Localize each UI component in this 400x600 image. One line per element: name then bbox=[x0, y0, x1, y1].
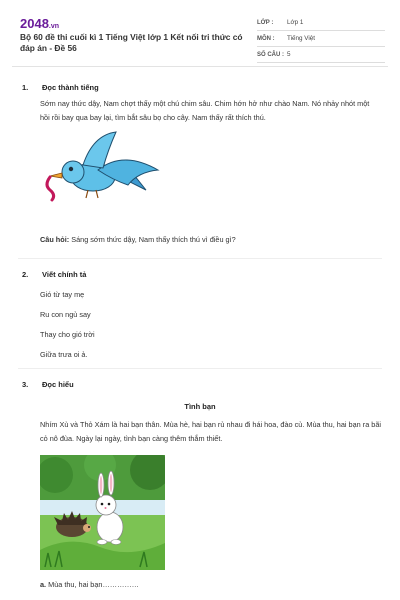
meta-row-class bbox=[257, 15, 385, 31]
section-1-question bbox=[40, 233, 380, 247]
meta-row-subject bbox=[257, 31, 385, 47]
section-separator bbox=[18, 368, 382, 369]
header bbox=[12, 14, 388, 74]
logo-main: 2048 bbox=[20, 16, 49, 31]
question-text: Sáng sớm thức dậy, Nam thấy thích thú vì điều gì? bbox=[71, 235, 236, 244]
section-title-text: Đọc thành tiếng bbox=[42, 83, 99, 92]
section-separator bbox=[18, 258, 382, 259]
bird-illustration bbox=[38, 130, 168, 215]
header-divider bbox=[12, 66, 388, 67]
dictation-line: Thay cho gió trời bbox=[40, 330, 95, 339]
section-number: 1. bbox=[22, 83, 29, 92]
meta-value: Lớp 1 bbox=[287, 19, 304, 26]
section-title-text: Viết chính tả bbox=[42, 270, 87, 279]
question-label: Câu hỏi: bbox=[40, 235, 70, 244]
section-number: 3. bbox=[22, 380, 29, 389]
dictation-line: Giữa trưa oi ả. bbox=[40, 350, 88, 359]
meta-label: SỐ CÂU : bbox=[257, 51, 284, 58]
rabbit-hedgehog-illustration bbox=[40, 455, 165, 570]
meta-value: Tiếng Việt bbox=[287, 35, 316, 42]
logo-tld: .vn bbox=[48, 23, 60, 30]
story-title: Tình bạn bbox=[184, 402, 216, 411]
item-text: Mùa thu, hai bạn…………… bbox=[48, 580, 139, 589]
dictation-line: Ru con ngủ say bbox=[40, 310, 91, 319]
section-number: 2. bbox=[22, 270, 29, 279]
site-logo[interactable] bbox=[20, 16, 59, 31]
meta-label: MÔN : bbox=[257, 35, 275, 42]
meta-row-count bbox=[257, 47, 385, 63]
meta-label: LỚP : bbox=[257, 19, 274, 26]
section-3-paragraph: Nhím Xù và Thỏ Xám là hai bạn thân. Mùa hè, hai bạn rủ nhau đi hái hoa, đào củ. Mùa thu, hai bạn ra bãi cỏ nô đùa. Ngày lại ngày, tình bạn càng thêm thắm thiết. bbox=[40, 420, 382, 443]
section-1-title bbox=[22, 83, 99, 92]
section-1-paragraph: Sớm nay thức dậy, Nam chợt thấy một chú chim sâu. Chim hớn hở như chào Nam. Nó nhảy nhót một hồi rồi bay qua bay lại, tìm bắt sâu bọ cho cây. Nam thấy rất thích thú. bbox=[40, 99, 370, 122]
exam-title: Bộ 60 đề thi cuối kì 1 Tiếng Việt lớp 1 Kết nối tri thức có đáp án - Đề 56 bbox=[20, 32, 243, 53]
section-title-text: Đọc hiểu bbox=[42, 380, 74, 389]
exam-meta bbox=[257, 15, 385, 63]
meta-value: 5 bbox=[287, 51, 291, 58]
dictation-line: Gió từ tay mẹ bbox=[40, 290, 85, 299]
section-3-item bbox=[40, 578, 139, 592]
item-label: a. bbox=[40, 580, 47, 589]
section-2-title bbox=[22, 270, 86, 279]
section-3-title bbox=[22, 380, 74, 389]
